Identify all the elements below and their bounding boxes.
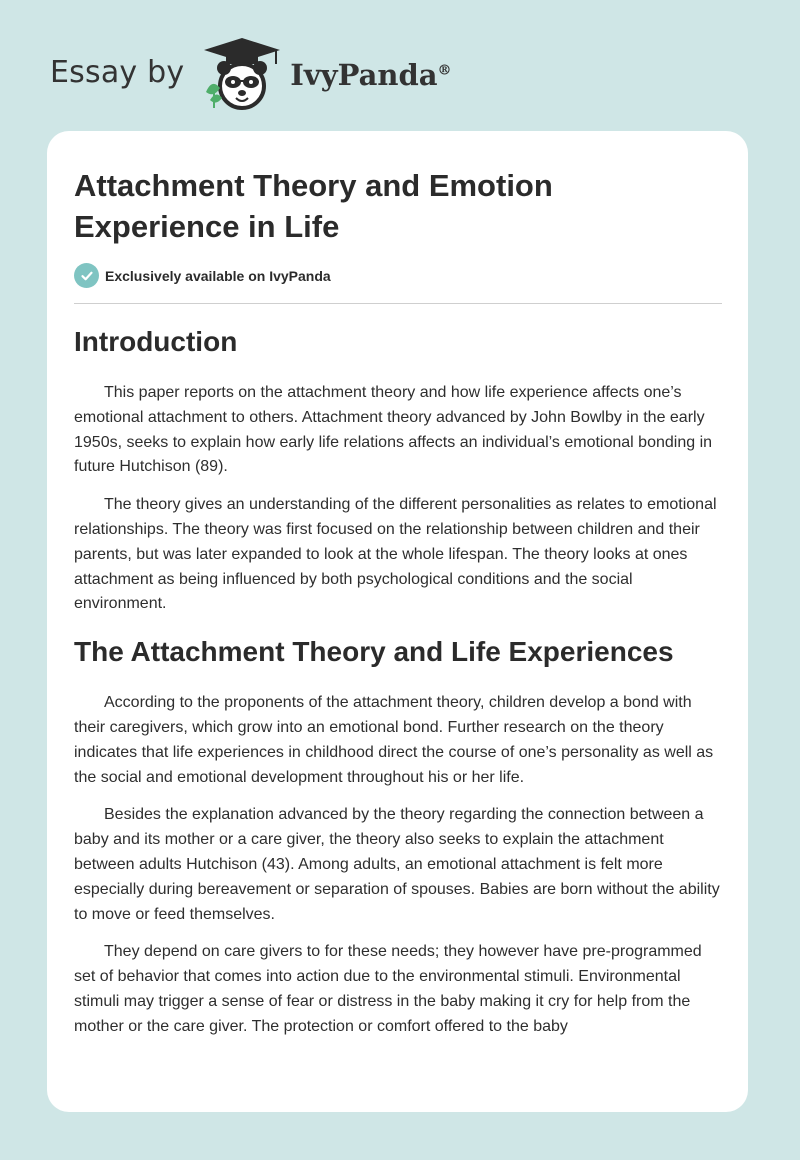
paragraph: They depend on care givers to for these needs; they however have pre-programmed set of behavior that comes into action due to the environmental stimuli. Environmental stimuli may trigger a sense of fear or distress in the baby making it cry for help from the mother or the care giver. The protection or comfort offered to the baby [74,943,702,1035]
paragraph: Besides the explanation advanced by the theory regarding the connection between a baby and its mother or a care giver, the theory also seeks to explain the attachment between adults Hutchison (43). Among adults, an emotional attachment is felt more especially during bereavement or separation of spouses. Babies are born without the ability to move or feed themselves. [74,806,720,923]
brand-name[interactable]: IvyPanda® [290,58,452,92]
title-divider [74,303,722,304]
paragraph: According to the proponents of the attachment theory, children develop a bond with their caregivers, which grow into an emotional bond. Further research on the theory indicates that life experiences in childhood direct the course of one’s personality as well as the social and emotional development throughout his or her life. [74,694,714,786]
exclusive-badge [74,263,331,288]
essay-card [47,131,748,1112]
essay-by-label: Essay by [50,54,185,90]
paragraph: The theory gives an understanding of the different personalities as relates to emotional relationships. The theory was first focused on the relationship between children and their parents, but was later expanded to look at the whole lifespan. The theory looks at ones attachment as being influenced by both psychological conditions and the social environment. [74,496,717,613]
panda-logo-icon[interactable] [198,34,286,110]
check-circle-icon [74,263,99,288]
essay-body [74,323,722,1053]
site-header [50,34,452,110]
section-heading-introduction: Introduction [74,326,238,357]
registered-mark: ® [437,62,452,79]
exclusive-label: Exclusively available on IvyPanda [105,267,331,284]
essay-title: Attachment Theory and Emotion Experience in Life [74,168,553,244]
section-heading-attachment-theory: The Attachment Theory and Life Experiences [74,636,674,668]
paragraph: This paper reports on the attachment theory and how life experience affects one’s emotional attachment to others. Attachment theory advanced by John Bowlby in the early 1950s, seeks to explain how early life relations affects an individual’s emotional bonding in future Hutchison (89). [74,384,713,476]
